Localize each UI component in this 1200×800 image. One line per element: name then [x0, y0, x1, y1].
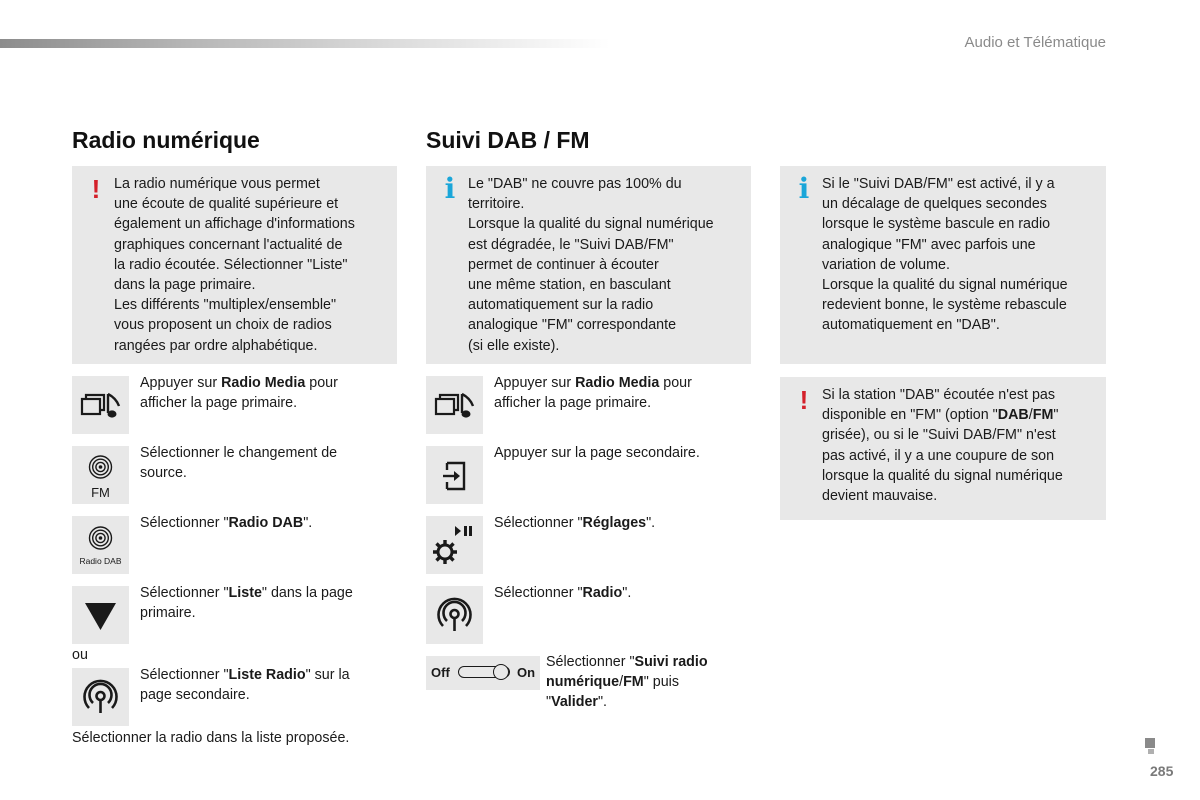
title-suivi-dab-fm: Suivi DAB / FM: [426, 127, 590, 153]
step-radio-media: Appuyer sur Radio Media pour afficher la page primaire.: [140, 375, 338, 412]
step-radio-dab: Sélectionner "Radio DAB".: [140, 515, 313, 531]
warning-note-text: La radio numérique vous permet une écoute de qualité supérieure et également un affichage d'informations graphiques concernant l'actualité de la radio écoutée. Sélectionner "Liste" dans la page primaire. Les différents "multiplex/ensemble" vous proposent un choix de radios rangées par ordre alphabétique.: [114, 176, 355, 354]
warning-icon: !: [799, 385, 809, 415]
step-secondary-page: Appuyer sur la page secondaire.: [494, 445, 700, 461]
warning-note-right: [780, 377, 1106, 520]
info-note-text: Le "DAB" ne couvre pas 100% du territoire. Lorsque la qualité du signal numérique est dégradée, le "Suivi DAB/FM" permet de continuer à écouter une même station, en basculant automatiquement sur la radio analogique "FM" correspondante (si elle existe).: [468, 176, 714, 354]
info-note-right: [780, 166, 1106, 364]
radio-media-icon: [72, 376, 129, 434]
warning-icon: !: [91, 174, 101, 204]
step-liste-radio: Sélectionner "Liste Radio" sur la page secondaire.: [140, 667, 350, 704]
info-icon: i: [444, 172, 456, 205]
triangle-down-icon: [72, 586, 129, 644]
page-marker: [1145, 738, 1155, 748]
secondary-page-icon: [426, 446, 483, 504]
step-radio-media-2: Appuyer sur Radio Media pour afficher la page primaire.: [494, 375, 692, 412]
toggle-on-label: On: [517, 665, 536, 680]
toggle-knob: [493, 664, 509, 680]
radio-dab-icon: Radio DAB: [72, 516, 129, 574]
warning-note-right-text: Si la station "DAB" écoutée n'est pas disponible en "FM" (option "DAB/FM" grisée), ou si le "Suivi DAB/FM" n'est pas activé, il y a une coupure de son lorsque la qualité du signal numérique devient mauvaise.: [822, 387, 1063, 505]
toggle-off-label: Off: [431, 665, 450, 680]
step-radio: Sélectionner "Radio".: [494, 585, 632, 601]
info-note-right-text: Si le "Suivi DAB/FM" est activé, il y a un décalage de quelques secondes lorsque le système bascule en radio analogique "FM" avec parfois une variation de volume. Lorsque la qualité du signal numérique redevient bonne, le système rebascule automatiquement en "DAB".: [822, 176, 1068, 334]
step-suivi-radio-numerique: Sélectionner "Suivi radio numérique/FM" puis "Valider".: [546, 654, 708, 711]
settings-icon: [426, 516, 483, 574]
radio-antenna-icon: [426, 586, 483, 644]
section-header: Audio et Télématique: [964, 34, 1106, 51]
header-rule: [0, 39, 610, 48]
step-reglages: Sélectionner "Réglages".: [494, 515, 656, 531]
warning-note: [72, 166, 397, 364]
info-note: [426, 166, 751, 364]
title-radio-numerique: Radio numérique: [72, 127, 260, 153]
step-liste: Sélectionner "Liste" dans la page primaire.: [140, 585, 353, 622]
step-change-source: Sélectionner le changement de source.: [140, 445, 338, 482]
final-instruction: Sélectionner la radio dans la liste proposée.: [72, 730, 350, 746]
radio-antenna-icon: [72, 668, 129, 726]
toggle-switch: [426, 656, 540, 690]
fm-source-icon: FM: [72, 446, 129, 504]
page-number: 285: [1150, 763, 1174, 779]
or-label: ou: [72, 647, 88, 663]
radio-media-icon: [426, 376, 483, 434]
info-icon: i: [798, 172, 810, 205]
